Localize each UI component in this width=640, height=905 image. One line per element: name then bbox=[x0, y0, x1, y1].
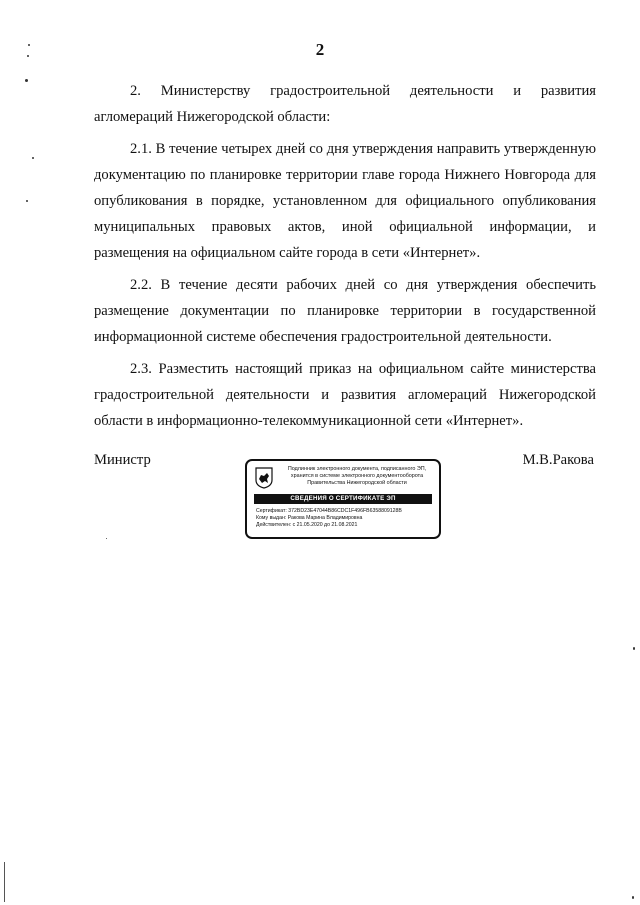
paragraph-2-3: 2.3. Разместить настоящий приказ на официальном сайте министерства градостроительной деятельности и развития агломераций Нижегородской области в информационно-телекоммуникационной сети «Интернет». bbox=[94, 361, 596, 429]
page-number: 2 bbox=[315, 40, 325, 59]
electronic-signature-stamp bbox=[245, 459, 441, 539]
stamp-details bbox=[256, 508, 436, 529]
paragraph-2-2: 2.2. В течение десяти рабочих дней со дня утверждения обеспечить размещение документации по планировке территории в государственной информационной системе обеспечения градостроительной деятельности. bbox=[94, 277, 596, 345]
scan-mark bbox=[632, 896, 634, 899]
stamp-header: СВЕДЕНИЯ О СЕРТИФИКАТЕ ЭП bbox=[254, 494, 432, 504]
scan-mark bbox=[32, 157, 34, 159]
signatory-position: Министр bbox=[94, 452, 151, 468]
scan-mark bbox=[28, 44, 30, 46]
coat-of-arms-icon bbox=[255, 467, 273, 489]
paragraph-2-1: 2.1. В течение четырех дней со дня утверждения направить утвержденную документацию по планировке территории главе города Нижнего Новгорода для опубликования в порядке, установленном для официального опубликования муниципальных правовых актов, иной официальной информации, и размещения на официальном сайте города в сети «Интернет». bbox=[94, 141, 596, 261]
signatory-name: М.В.Ракова bbox=[522, 452, 594, 468]
scan-mark bbox=[25, 79, 28, 82]
stamp-notice: Подлинник электронного документа, подписанного ЭП, хранится в системе электронного документооборота Правительства Нижегородской области bbox=[287, 466, 427, 486]
scan-edge-line bbox=[4, 862, 5, 902]
certificate-number: Сертификат: 372BD23E47044B86CDC1F496FB6358809128B bbox=[256, 508, 402, 514]
scan-mark bbox=[106, 538, 107, 539]
paragraph-2: 2. Министерству градостроительной деятельности и развития агломераций Нижегородской области: bbox=[94, 83, 596, 125]
certificate-validity: Действителен: с 21.05.2020 до 21.08.2021 bbox=[256, 522, 358, 528]
document-body bbox=[94, 78, 596, 440]
scan-mark bbox=[27, 55, 29, 57]
certificate-owner: Кому выдан: Ракова Марина Владимировна bbox=[256, 515, 363, 521]
scan-mark bbox=[26, 200, 28, 202]
scan-mark bbox=[633, 647, 635, 650]
